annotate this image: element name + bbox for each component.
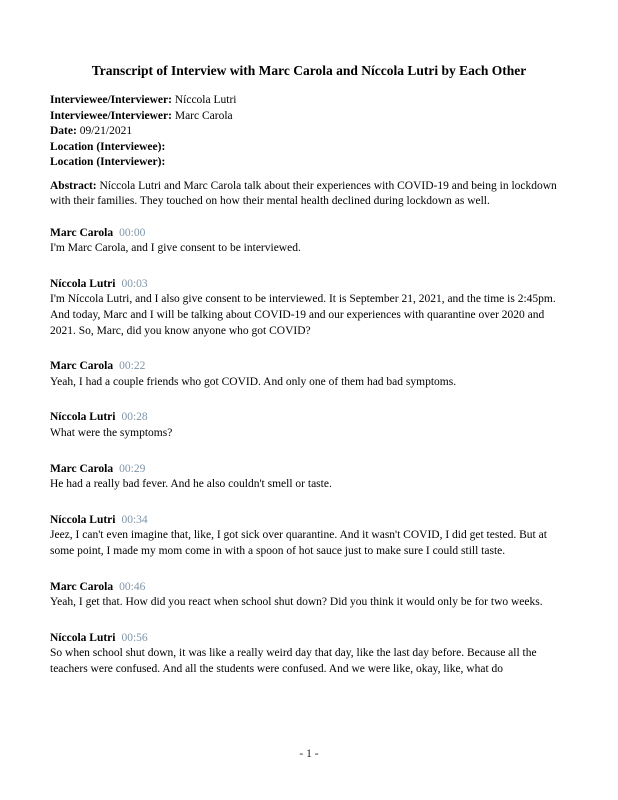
speaker-name: Marc Carola: [50, 360, 114, 373]
speaker-name: Níccola Lutri: [50, 513, 116, 526]
utterance-text: What were the symptoms?: [50, 427, 173, 440]
utterance-text: Yeah, I had a couple friends who got COVID. And only one of them had bad symptoms.: [50, 375, 457, 388]
speaker-line: [50, 226, 568, 242]
abstract-label: Abstract:: [50, 179, 97, 192]
speaker-name: Níccola Lutri: [50, 411, 116, 424]
metadata-value: Níccola Lutri: [174, 94, 237, 106]
metadata-label: Interviewee/Interviewer:: [50, 109, 172, 122]
metadata-label: Location (Interviewee):: [50, 140, 166, 153]
metadata-line-interviewee: [50, 93, 568, 109]
transcript-block: [50, 410, 568, 441]
speaker-line: [50, 462, 568, 478]
speaker-name: Marc Carola: [50, 580, 114, 593]
timestamp: 00:00: [119, 226, 146, 239]
utterance-text: Jeez, I can't even imagine that, like, I got sick over quarantine. And it wasn't COVID, I did get tested. But at some point, I made my mom come in with a spoon of hot sauce just to make sure I could still taste.: [50, 529, 547, 557]
metadata-line-location-interviewee: [50, 140, 568, 156]
timestamp: 00:46: [119, 580, 146, 593]
metadata-line-location-interviewer: [50, 155, 568, 171]
document-title: Transcript of Interview with Marc Carola and Níccola Lutri by Each Other: [91, 63, 527, 78]
timestamp: 00:28: [121, 411, 148, 424]
speaker-line: [50, 277, 568, 293]
utterance-text: I'm Níccola Lutri, and I also give consent to be interviewed. It is September 21, 2021, and the time is 2:45pm. And today, Marc and I will be talking about COVID-19 and our experiences with quarantine over 2020 and 2021. So, Marc, did you know anyone who got COVID?: [50, 293, 556, 337]
timestamp: 00:56: [121, 631, 148, 644]
timestamp: 00:03: [121, 277, 148, 290]
metadata-label: Location (Interviewer):: [50, 156, 166, 168]
metadata-line-date: [50, 124, 568, 140]
speaker-line: [50, 580, 568, 596]
speaker-line: [50, 513, 568, 529]
speaker-line: [50, 359, 568, 375]
speaker-line: [50, 631, 568, 647]
abstract-paragraph: [50, 179, 568, 210]
metadata-label: Date:: [50, 125, 77, 137]
speaker-name: Marc Carola: [50, 462, 114, 475]
metadata-block: [50, 93, 568, 171]
metadata-label: Interviewee/Interviewer:: [50, 94, 172, 106]
transcript-block: [50, 359, 568, 390]
utterance-text: So when school shut down, it was like a really weird day that day, like the last day before. Because all the teachers were confused. And all the students were confused. And we were like, okay, like, what do: [50, 647, 537, 675]
utterance-text: He had a really bad fever. And he also couldn't smell or taste.: [50, 478, 332, 491]
utterance-text: Yeah, I get that. How did you react when school shut down? Did you think it would only be for two weeks.: [50, 596, 543, 609]
transcript-block: [50, 513, 568, 560]
metadata-value: Marc Carola: [174, 109, 233, 122]
speaker-line: [50, 410, 568, 426]
timestamp: 00:22: [119, 360, 146, 373]
timestamp: 00:34: [121, 513, 148, 526]
page-number: - 1 -: [299, 748, 319, 760]
abstract-text: Níccola Lutri and Marc Carola talk about their experiences with COVID-19 and being in lockdown with their families. They touched on how their mental health declined during lockdown as well.: [50, 179, 557, 208]
transcript-block: [50, 580, 568, 611]
metadata-line-interviewer: [50, 109, 568, 125]
timestamp: 00:29: [119, 462, 146, 475]
transcript-block: [50, 277, 568, 339]
speaker-name: Marc Carola: [50, 226, 114, 239]
transcript-block: [50, 462, 568, 493]
speaker-name: Níccola Lutri: [50, 277, 116, 290]
transcript-block: [50, 631, 568, 678]
transcript-block: [50, 226, 568, 257]
utterance-text: I'm Marc Carola, and I give consent to be interviewed.: [50, 242, 301, 255]
speaker-name: Níccola Lutri: [50, 631, 116, 644]
metadata-value: 09/21/2021: [79, 125, 133, 137]
